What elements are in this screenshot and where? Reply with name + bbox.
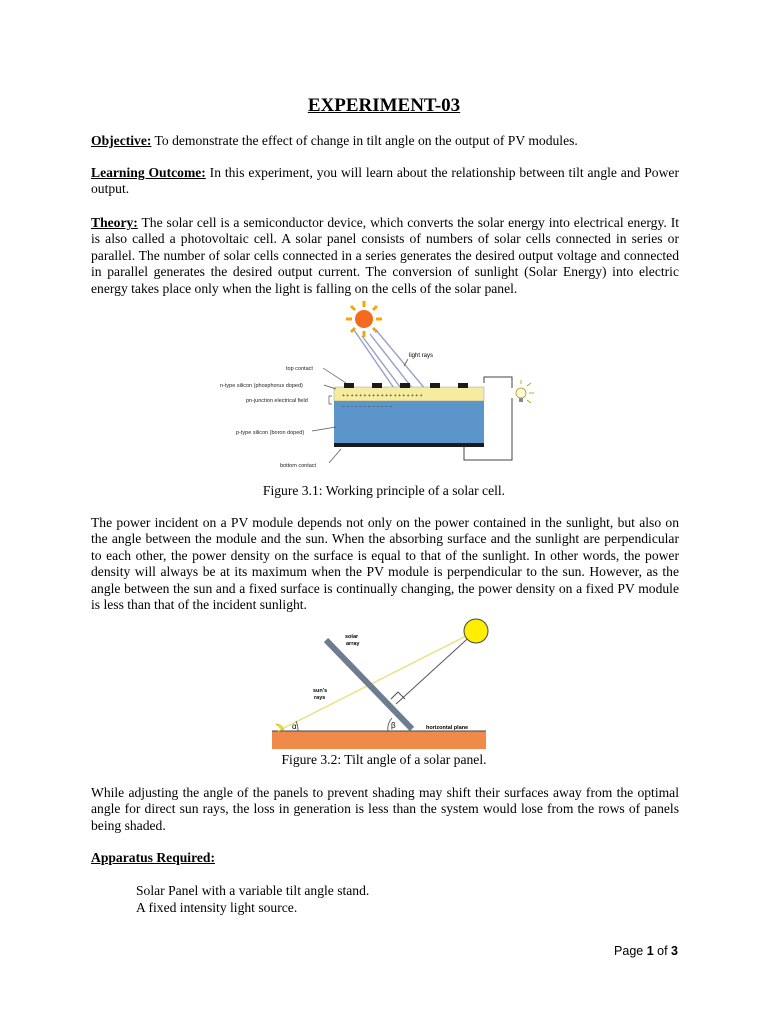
svg-text:− − − − − − − − − −: − − − − − − − − − − − − (342, 404, 393, 410)
footer-current-page: 1 (646, 944, 654, 958)
horizontal-plane-ground (272, 731, 486, 749)
list-item: A fixed intensity light source. (136, 900, 298, 915)
light-bulb-icon (516, 380, 534, 403)
list-item: Solar Panel with a variable tilt angle stand. (136, 883, 370, 898)
apparatus-heading: Apparatus Required: (91, 850, 215, 865)
label-solar-array-1: solar (345, 634, 359, 640)
label-solar-array-2: array (346, 641, 360, 647)
figure-2-caption: Figure 3.2: Tilt angle of a solar panel. (281, 752, 487, 767)
label-light-rays: light rays (409, 353, 434, 359)
label-bottom-contact: bottom contact (280, 463, 317, 469)
shading-paragraph: While adjusting the angle of the panels to prevent shading may shift their surfaces away from the optimal angle for direct sun rays, the loss in generation is less than the system would lose from the rows of panels being shaded. (91, 785, 679, 833)
svg-text:+ + + + + + + + + + + + + + +: + + + + + + + + + + + + + + + + + + + (342, 393, 423, 399)
bottom-contact-bar (334, 443, 484, 447)
label-n-type: n-type silicon (phosphorus doped) (220, 383, 303, 389)
learning-outcome-paragraph (91, 165, 679, 198)
label-horizontal-plane: horizontal plane (426, 725, 469, 731)
tilt-angle-figure (268, 612, 490, 754)
theory-text: The solar cell is a semiconductor device, which converts the solar energy into electrical energy. It is also called a photovoltaic cell. A solar panel consists of numbers of solar cells connected in series or parallel. The number of solar cells connected in a series generates the desired output voltage and connected in parallel generates the desired output current. The conversion of sunlight (Solar Energy) into electric energy takes place only when the light is falling on the cells of the solar panel. (91, 215, 679, 296)
sun-icon (464, 619, 488, 643)
footer-of-word: of (653, 944, 672, 958)
label-top-contact: top contact (286, 366, 313, 372)
label-beta: β (391, 721, 396, 730)
solar-cell-figure (216, 300, 552, 480)
theory-paragraph (91, 215, 679, 297)
learning-outcome-text: In this experiment, you will learn about the relationship between tilt angle and Power output. (91, 165, 679, 197)
solar-panel (326, 640, 412, 729)
page-number (614, 944, 678, 958)
footer-page-word: Page (614, 944, 647, 958)
power-incident-paragraph: The power incident on a PV module depends not only on the power contained in the sunlight, but also on the angle between the module and the sun. When the absorbing surface and the sunlight are perpendicular to each other, the power density on the surface is equal to that of the sunlight. In other words, the power density will always be at its maximum when the PV module is perpendicular to the sun. However, as the angle between the sun and a fixed surface is continually changing, the power density on a fixed PV module is less than that of the incident sunlight. (91, 515, 679, 613)
label-suns-rays-2: rays (314, 695, 326, 701)
theory-label: Theory: (91, 215, 138, 230)
label-pn-junction: pn-junction electrical field (246, 398, 308, 404)
learning-outcome-label: Learning Outcome: (91, 165, 206, 180)
footer-total-pages: 3 (671, 944, 678, 958)
label-suns-rays-1: sun's (313, 688, 328, 694)
objective-paragraph (91, 133, 679, 149)
label-p-type: p-type silicon (boron doped) (236, 430, 305, 436)
objective-text: To demonstrate the effect of change in tilt angle on the output of PV modules. (151, 133, 578, 148)
objective-label: Objective: (91, 133, 152, 148)
page-title: EXPERIMENT-03 (307, 95, 461, 116)
label-alpha: α (292, 722, 297, 731)
apparatus-list (136, 882, 369, 916)
figure-1-caption: Figure 3.1: Working principle of a solar cell. (262, 483, 506, 498)
